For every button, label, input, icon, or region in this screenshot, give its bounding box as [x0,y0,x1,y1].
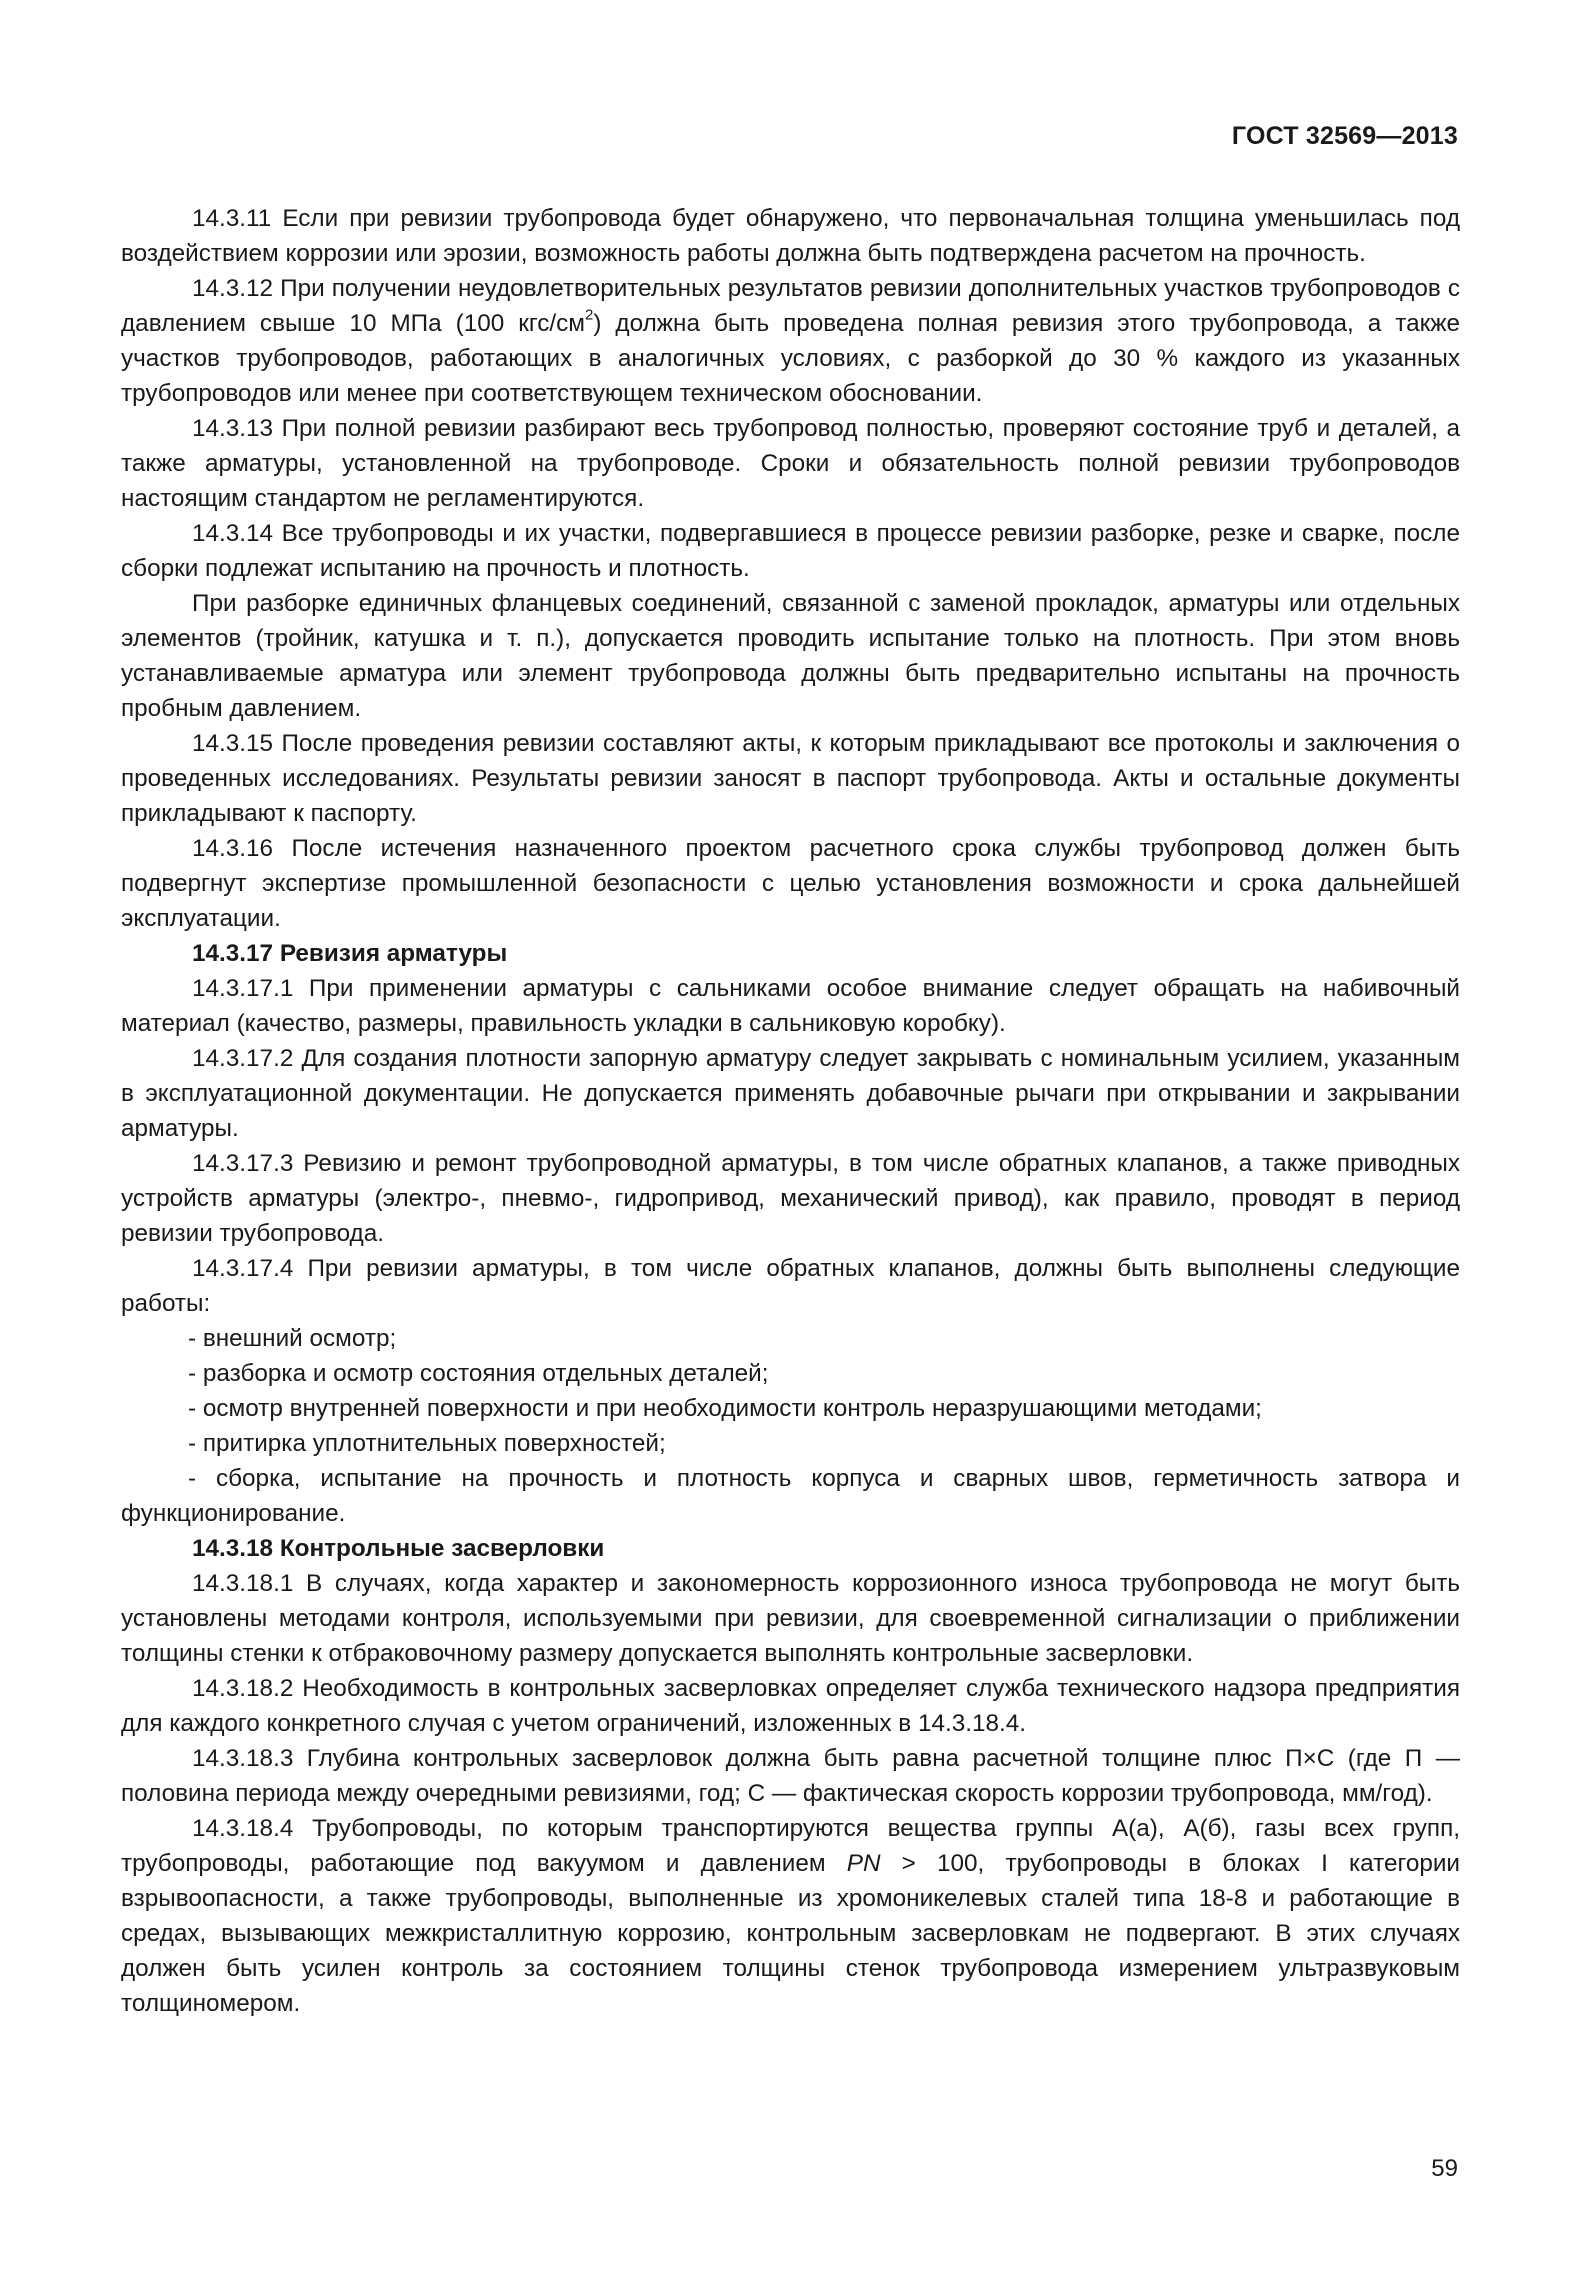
paragraph-14-3-18-4 [121,1811,1460,2021]
paragraph-14-3-18-2: 14.3.18.2 Необходимость в контрольных засверловках определяет служба технического надзора предприятия для каждого конкретного случая с учетом ограничений, изложенных в 14.3.18.4. [121,1675,1460,1737]
list-item: - осмотр внутренней поверхности и при необходимости контроль неразрушающими методами; [188,1395,1262,1422]
paragraph-text: 14.3.12 При получении неудовлетворительных результатов ревизии дополнительных участков трубопроводов с давлением свыше 10 МПа (100 кгс/см [121,275,1460,337]
document-body [121,201,1460,2021]
list-item: - внешний осмотр; [188,1325,397,1352]
paragraph-14-3-12 [121,271,1460,411]
paragraph-14-3-17-2: 14.3.17.2 Для создания плотности запорную арматуру следует закрывать с номинальным усилием, указанным в эксплуатационной документации. Не допускается применять добавочные рычаги при открывании и закрывании арматуры. [121,1045,1460,1142]
italic-term: PN [846,1850,881,1877]
paragraph-text: ) должна быть проведена полная ревизия этого трубопровода, а также участков трубопроводов, работающих в аналогичных условиях, с разборкой до 30 % каждого из указанных трубопроводов или менее при соответствующем техническом обосновании. [121,310,1461,407]
paragraph-14-3-17-3: 14.3.17.3 Ревизию и ремонт трубопроводной арматуры, в том числе обратных клапанов, а также приводных устройств арматуры (электро-, пневмо-, гидропривод, механический привод), как правило, проводят в период ревизии трубопровода. [121,1150,1460,1247]
paragraph-text: 14.3.18.4 Трубопроводы, по которым транспортируются вещества группы А(а), А(б), газы всех групп, трубопроводы, работающие под вакуумом и давлением [121,1815,1460,1877]
list-item: - сборка, испытание на прочность и плотность корпуса и сварных швов, герметичность затвора и функционирование. [121,1465,1460,1527]
paragraph-14-3-18-3: 14.3.18.3 Глубина контрольных засверловок должна быть равна расчетной толщине плюс П×С (где П — половина периода между очередными ревизиями, год; С — фактическая скорость коррозии трубопровода, мм/год). [121,1745,1460,1807]
list-item: - притирка уплотнительных поверхностей; [188,1430,666,1457]
paragraph-14-3-18-1: 14.3.18.1 В случаях, когда характер и закономерность коррозионного износа трубопровода не могут быть установлены методами контроля, используемыми при ревизии, для своевременной сигнализации о приближении толщины стенки к отбраковочному размеру допускается выполнять контрольные засверловки. [121,1570,1460,1667]
paragraph-flange-disassembly: При разборке единичных фланцевых соединений, связанной с заменой прокладок, арматуры или отдельных элементов (тройник, катушка и т. п.), допускается проводить испытание только на плотность. При этом вновь устанавливаемые арматура или элемент трубопровода должны быть предварительно испытаны на прочность пробным давлением. [121,590,1460,722]
paragraph-text: > 100, трубопроводы в блоках I категории взрывоопасности, а также трубопроводы, выполненные из хромоникелевых сталей типа 18-8 и работающие в средах, вызывающих межкристаллитную коррозию, контрольным засверловкам не подвергают. В этих случаях должен быть усилен контроль за состоянием толщины стенок трубопровода измерением ультразвуковым толщиномером. [121,1850,1461,2017]
section-heading-14-3-18: 14.3.18 Контрольные засверловки [192,1535,605,1562]
standard-header: ГОСТ 32569—2013 [1231,122,1458,150]
superscript: 2 [584,306,594,324]
paragraph-14-3-14: 14.3.14 Все трубопроводы и их участки, подвергавшиеся в процессе ревизии разборке, резке и сварке, после сборки подлежат испытанию на прочность и плотность. [121,520,1460,582]
paragraph-14-3-15: 14.3.15 После проведения ревизии составляют акты, к которым прикладывают все протоколы и заключения о проведенных исследованиях. Результаты ревизии заносят в паспорт трубопровода. Акты и остальные документы прикладывают к паспорту. [121,730,1460,827]
paragraph-14-3-17-1: 14.3.17.1 При применении арматуры с сальниками особое внимание следует обращать на набивочный материал (качество, размеры, правильность укладки в сальниковую коробку). [121,975,1460,1037]
section-heading-14-3-17: 14.3.17 Ревизия арматуры [192,940,508,967]
paragraph-14-3-17-4: 14.3.17.4 При ревизии арматуры, в том числе обратных клапанов, должны быть выполнены следующие работы: [121,1255,1460,1317]
paragraph-14-3-11: 14.3.11 Если при ревизии трубопровода будет обнаружено, что первоначальная толщина уменьшилась под воздействием коррозии или эрозии, возможность работы должна быть подтверждена расчетом на прочность. [121,205,1460,267]
paragraph-14-3-13: 14.3.13 При полной ревизии разбирают весь трубопровод полностью, проверяют состояние труб и деталей, а также арматуры, установленной на трубопроводе. Сроки и обязательность полной ревизии трубопроводов настоящим стандартом не регламентируются. [121,415,1460,512]
page-number: 59 [1431,2155,1458,2182]
paragraph-14-3-16: 14.3.16 После истечения назначенного проектом расчетного срока службы трубопровод должен быть подвергнут экспертизе промышленной безопасности с целью установления возможности и срока дальнейшей эксплуатации. [121,835,1460,932]
list-item: - разборка и осмотр состояния отдельных деталей; [188,1360,769,1387]
